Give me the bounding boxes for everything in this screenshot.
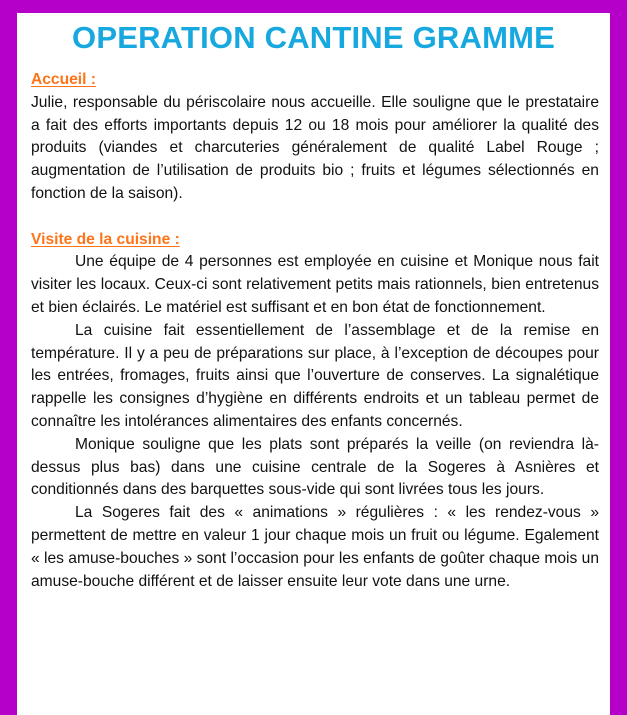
paragraph-accueil: Julie, responsable du périscolaire nous accueille. Elle souligne que le prestataire a fait des efforts importants depuis 12 ou 18 mois pour améliorer la qualité des produits (viandes et charcuteries généralement de qualité Label Rouge ; augmentation de l’utilisation de produits bio ; fruits et légumes sélectionnés en fonction de la saison). <box>31 93 599 202</box>
paragraph-visite-3: Monique souligne que les plats sont préparés la veille (on reviendra là-dessus plus bas) dans une cuisine centrale de la Sogeres à Asnières et conditionnés dans des barquettes sous-vide qui sont livrées tous les jours. <box>31 435 599 499</box>
section-heading-accueil: Accueil : <box>31 71 96 88</box>
document-page <box>17 13 610 715</box>
paragraph-visite-4: La Sogeres fait des « animations » régulières : « les rendez-vous » permettent de mettre en valeur 1 jour chaque mois un fruit ou légume. Egalement « les amuse-bouches » sont l’occasion pour les enfants de goûter chaque mois un amuse-bouche différent et de laisser ensuite leur vote dans une urne. <box>31 504 599 590</box>
section-spacer <box>31 206 599 229</box>
section-accueil <box>31 69 599 206</box>
section-visite-cuisine <box>31 229 599 594</box>
paragraph-visite-1: Une équipe de 4 personnes est employée en cuisine et Monique nous fait visiter les locaux. Ceux-ci sont relativement petits mais rationnels, bien entretenus et bien éclairés. Le matériel est suffisant et en bon état de fonctionnement. <box>31 253 599 316</box>
paragraph-visite-2: La cuisine fait essentiellement de l’assemblage et de la remise en température. Il y a peu de préparations sur place, à l’exception de découpes pour les entrées, fromages, fruits ainsi que l’ouverture de conserves. La signalétique rappelle les consignes d’hygiène en différents endroits et un tableau permet de connaître les intolérances alimentaires des enfants concernés. <box>31 321 599 430</box>
document-title: OPERATION CANTINE GRAMME <box>72 20 555 55</box>
document-body <box>31 69 599 593</box>
section-heading-visite: Visite de la cuisine : <box>31 230 180 248</box>
